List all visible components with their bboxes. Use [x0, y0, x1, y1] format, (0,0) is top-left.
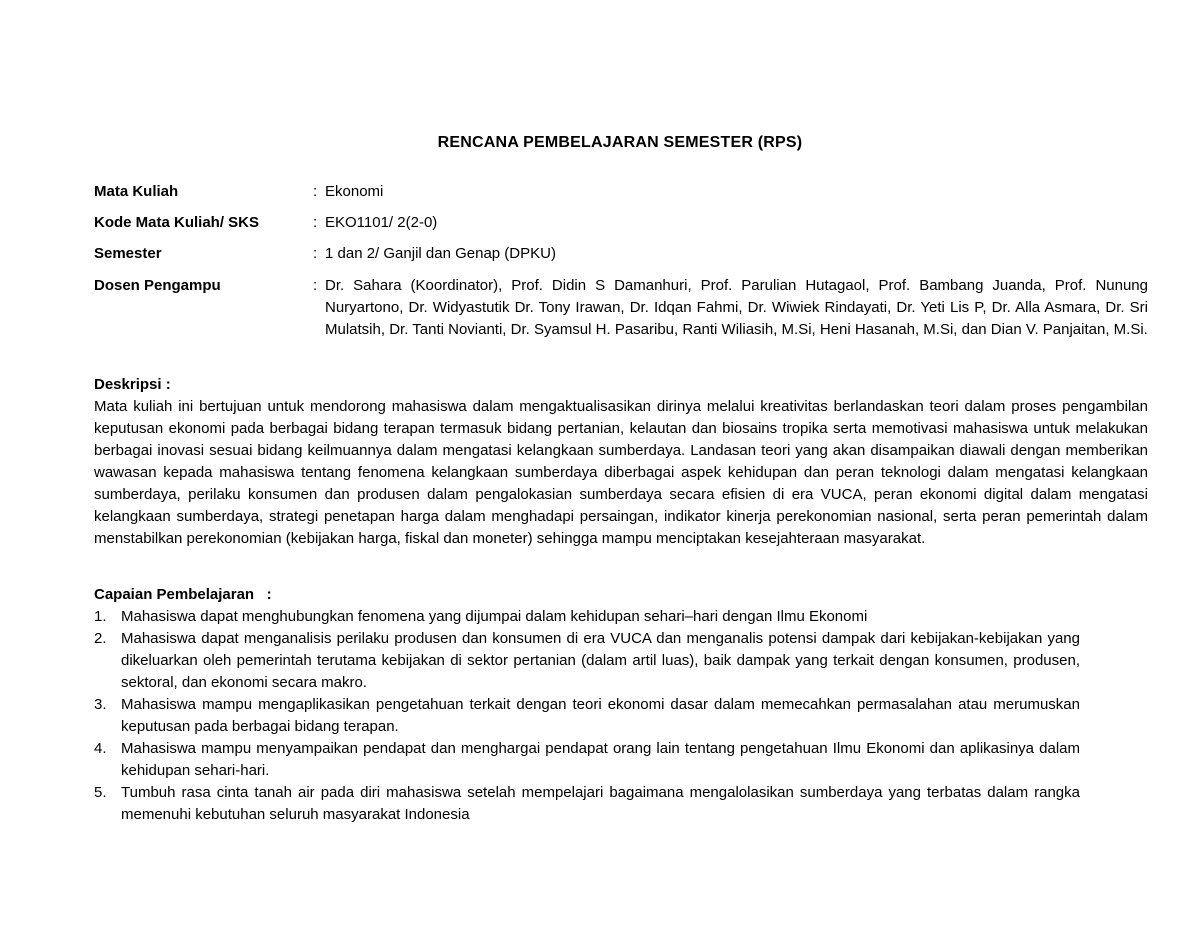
list-item-text: Mahasiswa dapat menganalisis perilaku produsen dan konsumen di era VUCA dan menganalis potensi dampak dari kebijakan-kebijakan yang dikeluarkan oleh pemerintah terutama kebijakan di sektor pertanian (dalam artil luas), baik dampak yang terkait dengan konsumen, produsen, sektoral, dan ekonomi secara makro.: [121, 630, 1080, 691]
info-label: Kode Mata Kuliah/ SKS: [94, 214, 260, 231]
info-value: 1 dan 2/ Ganjil dan Genap (DPKU): [325, 245, 556, 262]
info-value: Ekonomi: [325, 183, 384, 200]
capaian-list: [94, 606, 1080, 826]
info-label: Dosen Pengampu: [94, 277, 221, 294]
document-title: RENCANA PEMBELAJARAN SEMESTER (RPS): [437, 134, 803, 151]
list-item-number: 1.: [94, 608, 107, 625]
list-item-text: Tumbuh rasa cinta tanah air pada diri mahasiswa setelah mempelajari bagaimana mengalolasikan sumberdaya yang terbatas dalam rangka memenuhi kebutuhan seluruh masyarakat Indonesia: [121, 784, 1080, 823]
info-colon: :: [313, 245, 318, 262]
info-value: Dr. Sahara (Koordinator), Prof. Didin S Damanhuri, Prof. Parulian Hutagaol, Prof. Bambang Juanda, Prof. Nunung Nuryartono, Dr. Widyastutik Dr. Tony Irawan, Dr. Idqan Fahmi, Dr. Wiwiek Rindayati, Dr. Yeti Lis P, Dr. Alla Asmara, Dr. Sri Mulatsih, Dr. Tanti Novianti, Dr. Syamsul H. Pasaribu, Ranti Wiliasih, M.Si, Heni Hasanah, M.Si, dan Dian V. Panjaitan, M.Si.: [325, 277, 1148, 338]
list-item-number: 4.: [94, 740, 107, 757]
capaian-heading: Capaian Pembelajaran :: [94, 586, 272, 603]
list-item: [94, 606, 1080, 628]
list-item: [94, 694, 1080, 738]
info-colon: :: [313, 214, 318, 231]
list-item-number: 5.: [94, 784, 107, 801]
info-colon: :: [313, 277, 318, 294]
deskripsi-text: Mata kuliah ini bertujuan untuk mendorong mahasiswa dalam mengaktualisasikan dirinya melalui kreativitas berlandaskan teori dalam proses pengambilan keputusan ekonomi pada berbagai bidang terapan termasuk bidang pertanian, kelautan dan biosains tropika serta memotivasi mahasiswa untuk melakukan berbagai inovasi sesuai bidang keilmuannya dalam mengatasi kelangkaan sumberdaya. Landasan teori yang akan disampaikan diawali dengan memberikan wawasan kepada mahasiswa tentang fenomena kelangkaan sumberdaya diberbagai aspek kehidupan dan peran teknologi dalam mengatasi kelangkaan sumberdaya, perilaku konsumen dan produsen dalam pengalokasian sumberdaya secara efisien di era VUCA, peran ekonomi digital dalam mengatasi kelangkaan sumberdaya, strategi penetapan harga dalam menghadapi persaingan, indikator kinerja perekonomian nasional, serta peran pemerintah dalam menstabilkan perekonomian (kebijakan harga, fiskal dan moneter) sehingga mampu menciptakan kesejahteraan masyarakat.: [94, 398, 1148, 547]
list-item-number: 3.: [94, 696, 107, 713]
info-colon: :: [313, 183, 318, 200]
deskripsi-heading: Deskripsi :: [94, 376, 171, 393]
list-item: [94, 738, 1080, 782]
list-item-number: 2.: [94, 630, 107, 647]
list-item: [94, 628, 1080, 694]
info-label: Semester: [94, 245, 162, 262]
list-item: [94, 782, 1080, 826]
list-item-text: Mahasiswa mampu menyampaikan pendapat dan menghargai pendapat orang lain tentang pengetahuan Ilmu Ekonomi dan aplikasinya dalam kehidupan sehari-hari.: [121, 740, 1080, 779]
info-label: Mata Kuliah: [94, 183, 179, 200]
info-value: EKO1101/ 2(2-0): [325, 214, 438, 231]
list-item-text: Mahasiswa mampu mengaplikasikan pengetahuan terkait dengan teori ekonomi dasar dalam memecahkan permasalahan atau merumuskan keputusan pada berbagai bidang terapan.: [121, 696, 1080, 735]
list-item-text: Mahasiswa dapat menghubungkan fenomena yang dijumpai dalam kehidupan sehari–hari dengan Ilmu Ekonomi: [121, 608, 868, 625]
